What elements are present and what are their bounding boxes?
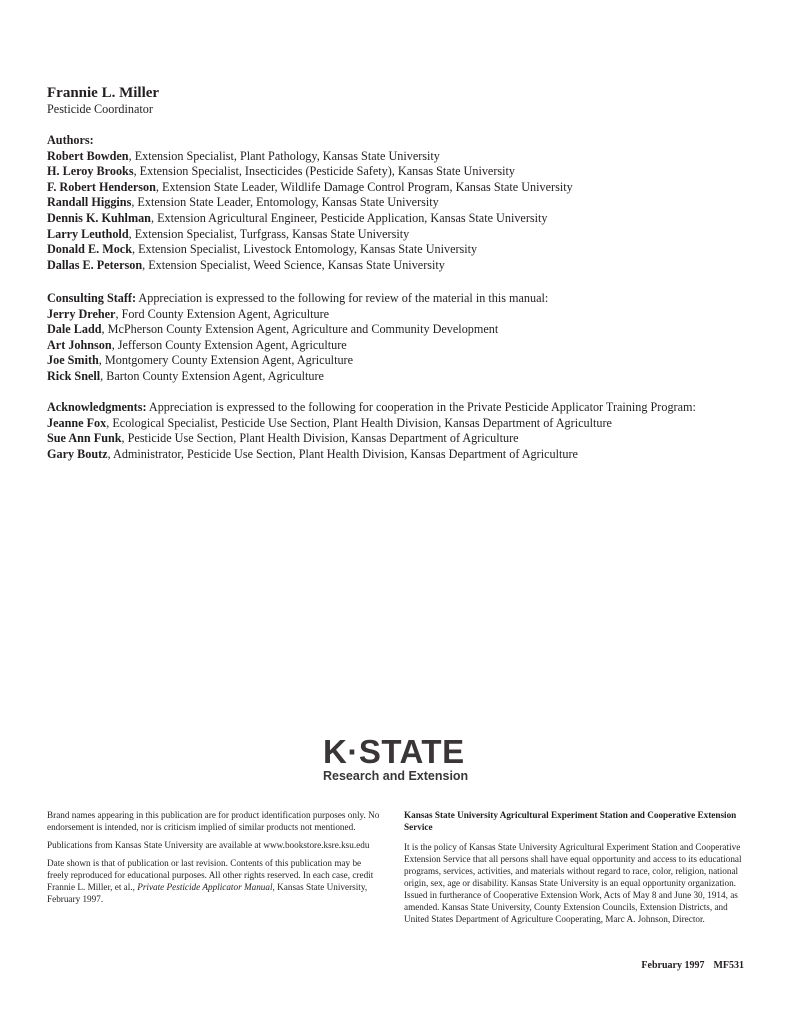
consultant-row [47, 338, 767, 354]
author-name: Donald E. Mock [47, 242, 132, 257]
consultant-name: Rick Snell [47, 368, 101, 383]
acknowledged-desc: , Pesticide Use Section, Plant Health Division, Kansas Department of Agriculture [121, 431, 519, 446]
author-desc: , Extension Specialist, Insecticides (Pesticide Safety), Kansas State University [133, 164, 516, 179]
consultant-row [47, 322, 767, 338]
acknowledgments-intro-row [47, 400, 767, 416]
manual-title: Private Pesticide Applicator Manual [137, 882, 273, 892]
author-row [47, 242, 767, 258]
coordinator-title: Pesticide Coordinator [47, 102, 153, 116]
acknowledged-desc: , Ecological Specialist, Pesticide Use Section, Plant Health Division, Kansas Department of Agriculture [106, 415, 612, 430]
availability-note: Publications from Kansas State University are available at www.bookstore.ksre.ksu.edu [47, 840, 370, 850]
acknowledged-name: Sue Ann Funk [47, 431, 122, 446]
consulting-intro-row [47, 291, 767, 307]
consultant-desc: , Ford County Extension Agent, Agriculture [115, 306, 330, 321]
consultant-name: Jerry Dreher [47, 306, 116, 321]
author-name: F. Robert Henderson [47, 179, 156, 194]
author-row [47, 227, 767, 243]
acknowledged-row [47, 431, 767, 447]
author-name: Dennis K. Kuhlman [47, 210, 151, 225]
author-row [47, 164, 767, 180]
consultant-desc: , Montgomery County Extension Agent, Agriculture [98, 353, 354, 368]
publication-notes [47, 809, 382, 911]
author-row [47, 195, 767, 211]
kstate-logo [323, 733, 483, 783]
author-desc: , Extension Specialist, Turfgrass, Kansas State University [128, 226, 410, 241]
publication-code: MF531 [713, 960, 744, 971]
author-desc: , Extension State Leader, Entomology, Kansas State University [131, 195, 439, 210]
coordinator-name: Frannie L. Miller [47, 85, 160, 101]
author-name: Larry Leuthold [47, 226, 129, 241]
consultant-row [47, 369, 767, 385]
authors-heading: Authors: [47, 133, 94, 147]
author-row [47, 149, 767, 165]
author-desc: , Extension Agricultural Engineer, Pesticide Application, Kansas State University [150, 210, 548, 225]
reproduction-note [47, 857, 382, 905]
publication-date: February 1997 [641, 960, 705, 971]
author-desc: , Extension Specialist, Weed Science, Kansas State University [142, 257, 445, 272]
author-name: Dallas E. Peterson [47, 257, 143, 272]
author-desc: , Extension Specialist, Plant Pathology, Kansas State University [128, 148, 440, 163]
acknowledged-row [47, 416, 767, 432]
policy-heading: Kansas State University Agricultural Experiment Station and Cooperative Extension Service [404, 810, 737, 832]
consulting-section [47, 291, 767, 385]
author-row [47, 180, 767, 196]
acknowledgments-section [47, 400, 767, 462]
acknowledged-desc: , Administrator, Pesticide Use Section, Plant Health Division, Kansas Department of Agriculture [107, 446, 578, 461]
logo-subtitle: Research and Extension [323, 769, 469, 783]
acknowledgments-intro: Appreciation is expressed to the following for cooperation in the Private Pesticide Applicator Training Program: [146, 400, 696, 414]
consultant-name: Art Johnson [47, 337, 112, 352]
logo-wordmark: K·STATE [323, 733, 465, 770]
author-row [47, 258, 767, 274]
consultant-name: Dale Ladd [47, 322, 102, 337]
reproduction-text-end: , Kansas State University, February 1997. [47, 882, 368, 904]
author-name: H. Leroy Brooks [47, 164, 134, 179]
consultant-row [47, 353, 767, 369]
reproduction-text: Date shown is that of publication or last revision. Contents of this publication may be freely reproduced for educational purposes. All other rights reserved. In each case, credit Frannie L. Miller, et al., [47, 858, 374, 892]
policy-body: It is the policy of Kansas State University Agricultural Experiment Station and Cooperative Extension Service that all persons shall have equal opportunity and access to its educational programs, services, activities, and materials without regard to race, color, religion, national origin, sex, age or disability. Kansas State University is an equal opportunity organization. Issued in furtherance of Cooperative Extension Work, Acts of May 8 and June 30, 1914, as amended. Kansas State University, County Extension Councils, Extension Districts, and United States Department of Agriculture Cooperating, Marc A. Johnson, Director. [404, 842, 742, 924]
author-desc: , Extension Specialist, Livestock Entomology, Kansas State University [132, 242, 478, 257]
acknowledged-row [47, 447, 767, 463]
author-row [47, 211, 767, 227]
policy-statement [404, 809, 749, 925]
authors-section [47, 133, 767, 273]
consultant-row [47, 307, 767, 323]
consultant-desc: , Barton County Extension Agent, Agriculture [100, 368, 324, 383]
consultant-name: Joe Smith [47, 353, 99, 368]
publication-footer [641, 960, 744, 971]
consultant-desc: , McPherson County Extension Agent, Agriculture and Community Development [101, 322, 499, 337]
acknowledgments-heading: Acknowledgments: [47, 400, 147, 414]
brand-disclaimer: Brand names appearing in this publication are for product identification purposes only. No endorsement is intended, nor is criticism implied of similar products not mentioned. [47, 810, 380, 832]
acknowledged-name: Jeanne Fox [47, 415, 107, 430]
author-desc: , Extension State Leader, Wildlife Damage Control Program, Kansas State University [155, 179, 573, 194]
author-name: Robert Bowden [47, 148, 129, 163]
consulting-heading: Consulting Staff: [47, 291, 137, 305]
acknowledged-name: Gary Boutz [47, 446, 108, 461]
consulting-intro: Appreciation is expressed to the following for review of the material in this manual: [136, 291, 549, 305]
consultant-desc: , Jefferson County Extension Agent, Agriculture [111, 337, 347, 352]
author-name: Randall Higgins [47, 195, 132, 210]
